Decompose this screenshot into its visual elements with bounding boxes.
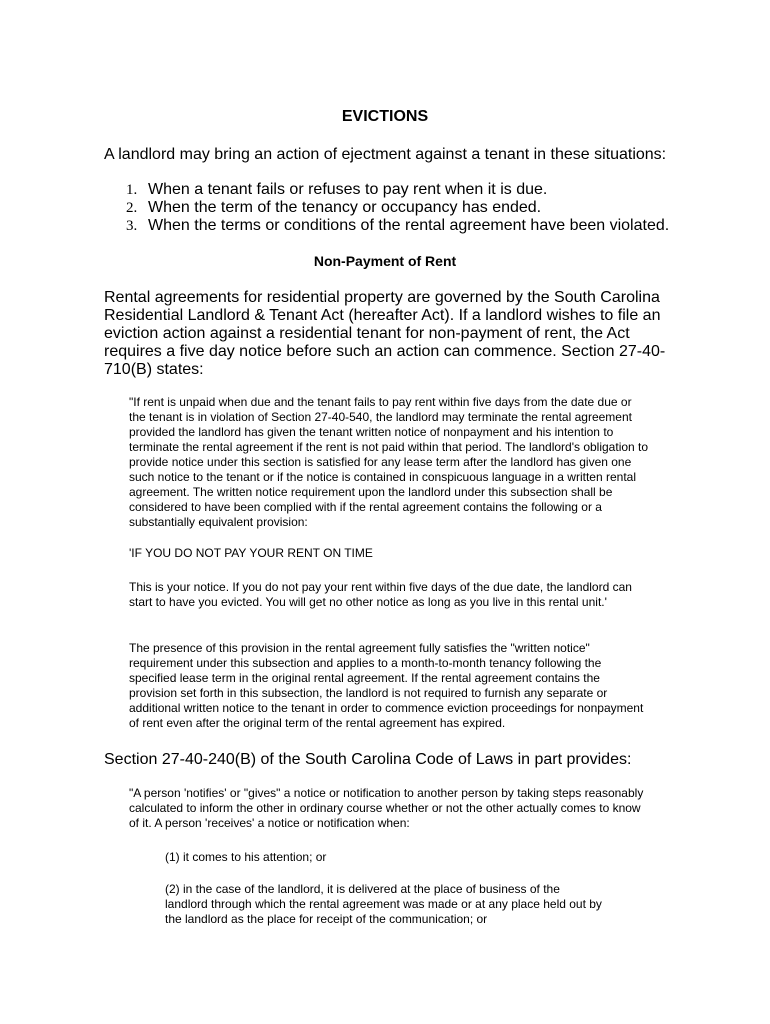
statute-quote-continued: The presence of this provision in the rental agreement fully satisfies the "written notice" requirement under this subsection and applies to a month-to-month tenancy following the specified lease term in the original rental agreement. If the rental agreement contains the provision set forth in this subsection, the landlord is not required to furnish any separate or additional written notice to the tenant in order to commence eviction proceedings for nonpayment of rent even after the original term of the rental agreement has expired.	[129, 641, 644, 730]
list-text: When a tenant fails or refuses to pay rent when it is due.	[148, 181, 548, 198]
list-item	[126, 199, 686, 217]
list-number: 1.	[126, 182, 138, 198]
list-number: 2.	[126, 200, 138, 216]
notice-body-quote: This is your notice. If you do not pay your rent within five days of the due date, the landlord can start to have you evicted. You will get no other notice as long as you live in this rental unit.'	[129, 580, 632, 609]
section-reference: Section 27-40-240(B) of the South Carolina Code of Laws in part provides:	[104, 751, 632, 768]
section-heading: Non-Payment of Rent	[313, 253, 457, 269]
body-paragraph: Rental agreements for residential property are governed by the South Carolina Residential Landlord & Tenant Act (hereafter Act). If a landlord wishes to file an eviction action against a residential tenant for non-payment of rent, the Act requires a five day notice before such an action can commence. Section 27-40-710(B) states:	[104, 289, 666, 378]
list-item	[126, 217, 686, 235]
document-title: EVICTIONS	[341, 108, 429, 125]
intro-text: A landlord may bring an action of ejectment against a tenant in these situations:	[104, 146, 667, 163]
situations-list	[126, 181, 686, 235]
definition-item-2: (2) in the case of the landlord, it is delivered at the place of business of the landlord through which the rental agreement was made or at any place held out by the landlord as the place for receipt of the communication; or	[165, 882, 602, 926]
notice-heading-quote: 'IF YOU DO NOT PAY YOUR RENT ON TIME	[129, 546, 373, 560]
list-item	[126, 181, 686, 199]
list-text: When the terms or conditions of the rental agreement have been violated.	[148, 217, 670, 234]
list-text: When the term of the tenancy or occupancy has ended.	[148, 199, 542, 216]
definition-item-1: (1) it comes to his attention; or	[165, 850, 327, 864]
definition-quote: "A person 'notifies' or "gives" a notice or notification to another person by taking steps reasonably calculated to inform the other in ordinary course whether or not the other actually comes to know of it. A person 'receives' a notice or notification when:	[129, 786, 644, 830]
statute-quote: "If rent is unpaid when due and the tenant fails to pay rent within five days from the date due or the tenant is in violation of Section 27-40-540, the landlord may terminate the rental agreement provided the landlord has given the tenant written notice of nonpayment and his intention to terminate the rental agreement if the rent is not paid within that period. The landlord's obligation to provide notice under this section is satisfied for any lease term after the landlord has given one such notice to the tenant or if the notice is contained in conspicuous language in a written rental agreement. The written notice requirement upon the landlord under this subsection shall be considered to have been complied with if the rental agreement contains the following or a substantially equivalent provision:	[129, 395, 649, 529]
list-number: 3.	[126, 218, 138, 234]
